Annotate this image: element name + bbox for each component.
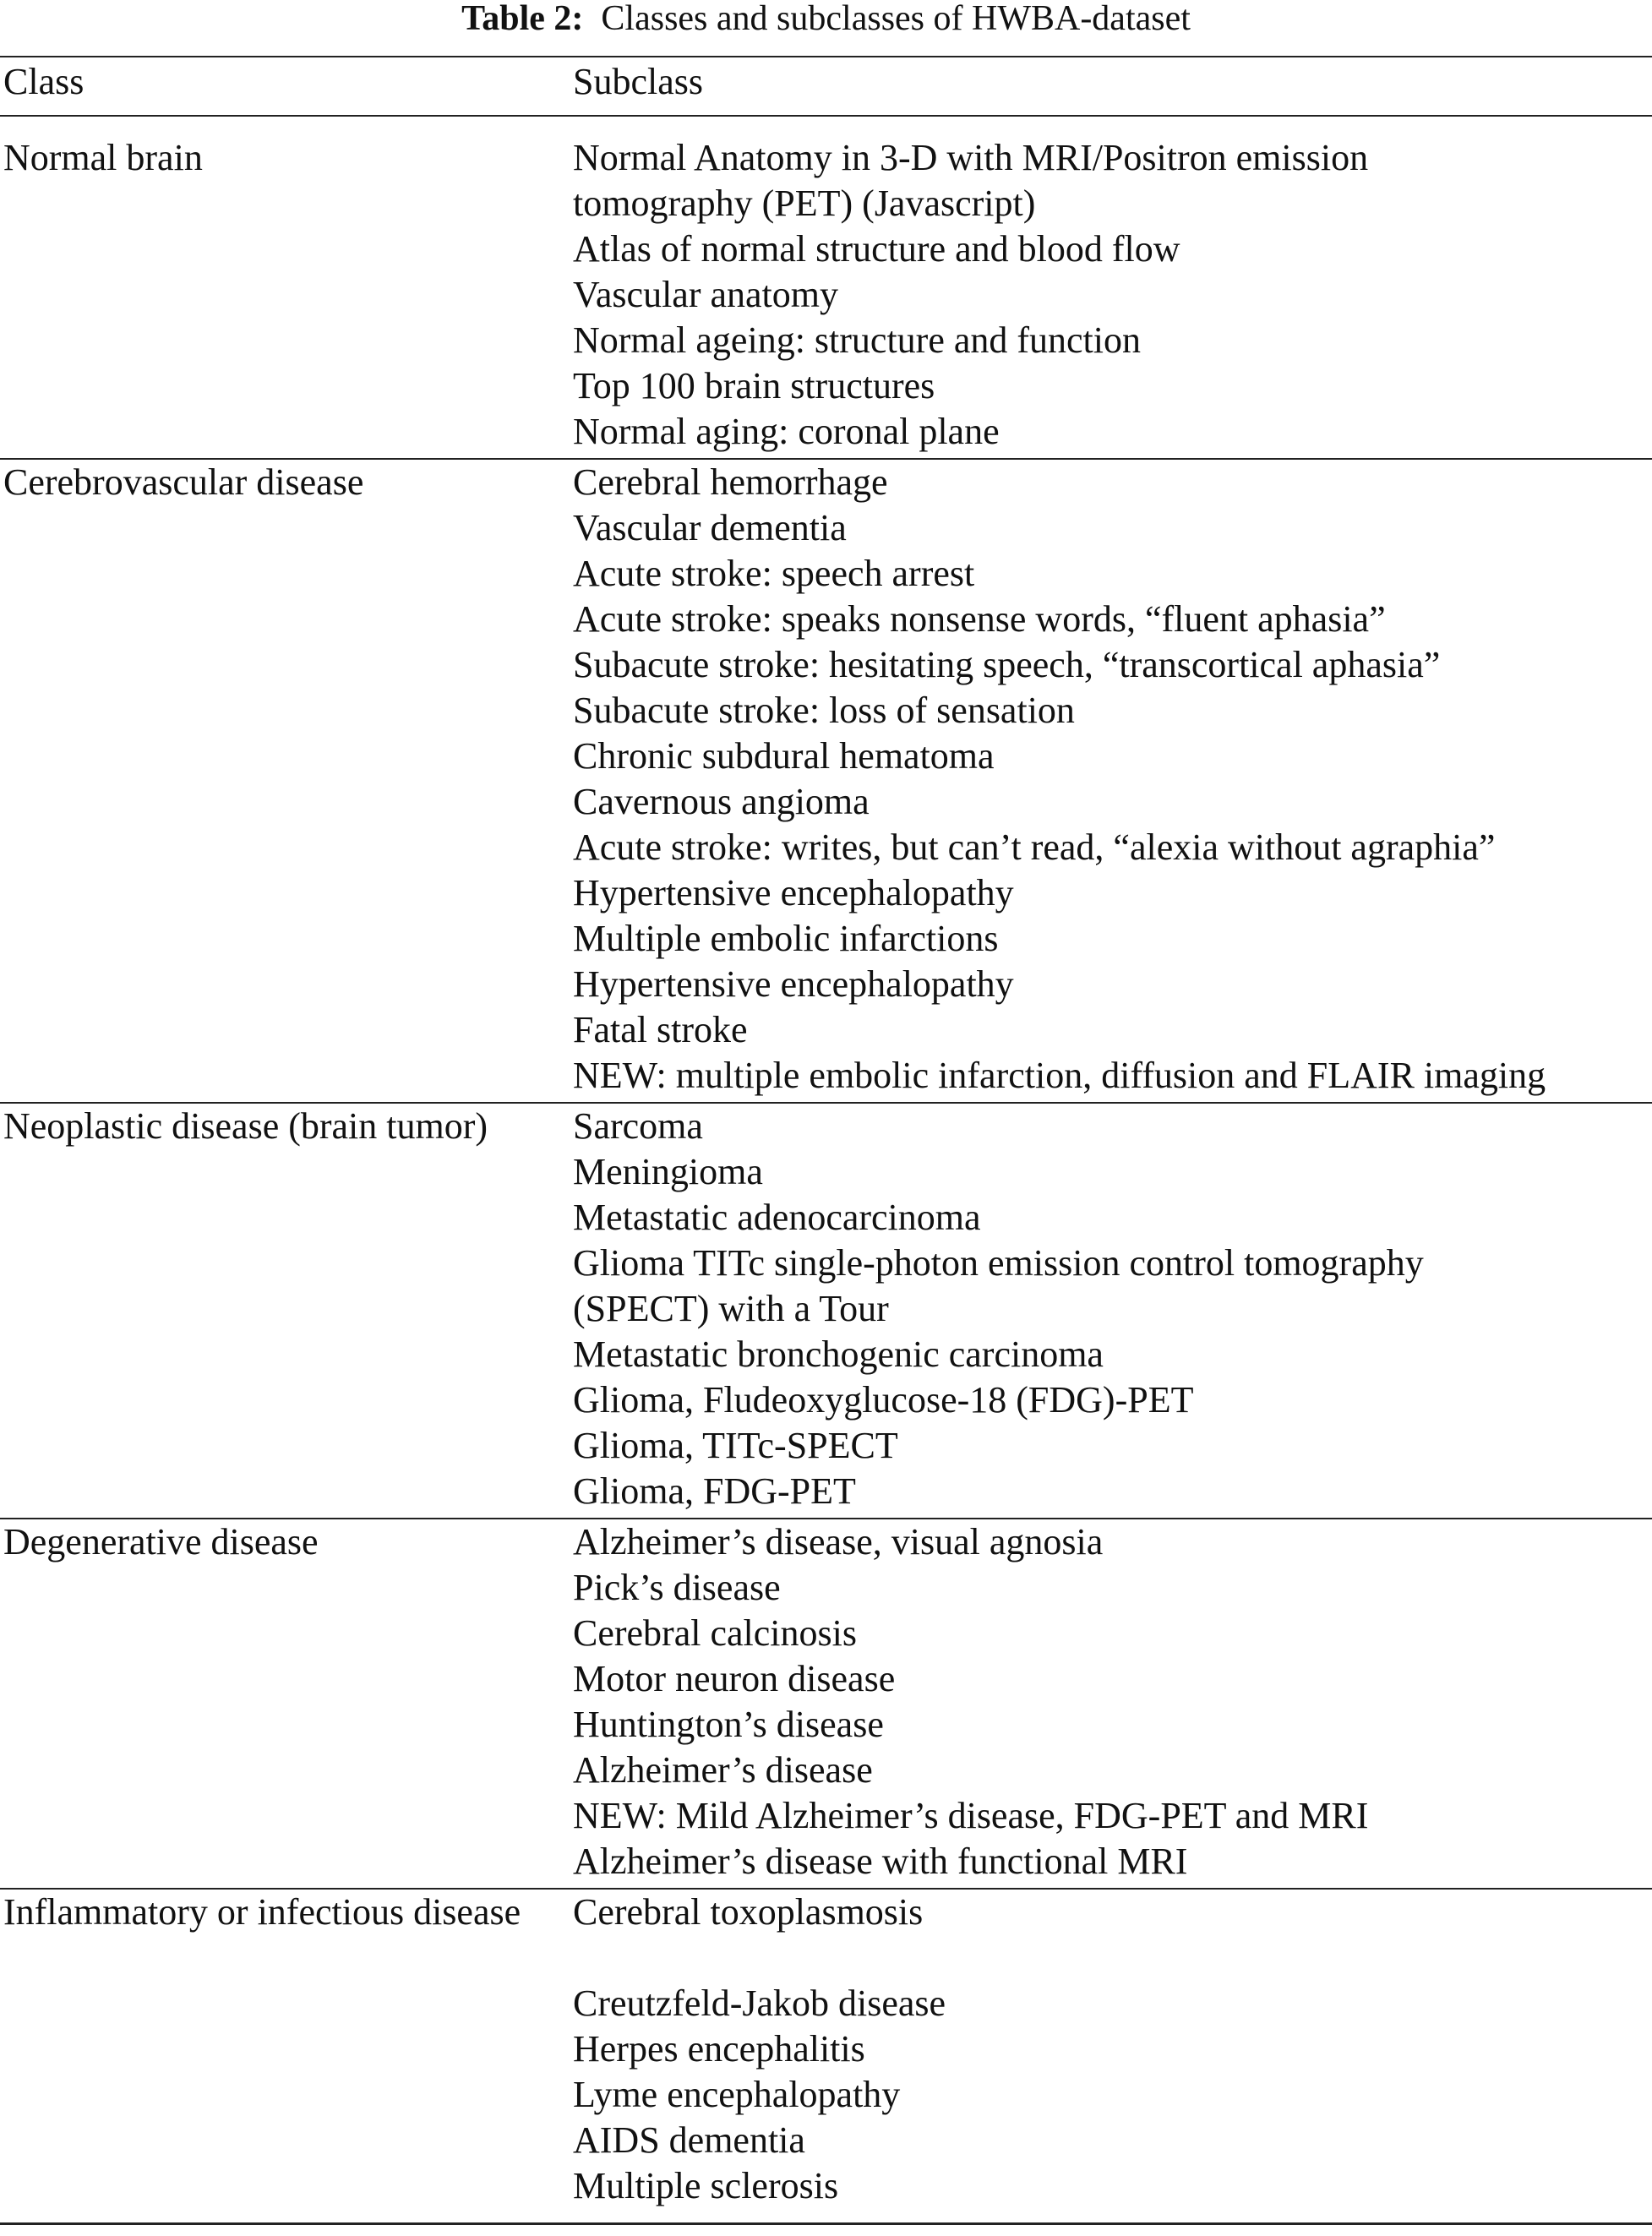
subclass-item: Sarcoma	[573, 1105, 703, 1147]
caption-label: Table 2:	[461, 0, 584, 38]
subclass-item: NEW: Mild Alzheimer’s disease, FDG-PET and MRI	[573, 1795, 1369, 1836]
subclass-item: Creutzfeld-Jakob disease	[573, 1982, 946, 2024]
subclass-item: Glioma, TITc-SPECT	[573, 1425, 898, 1466]
classes-table	[0, 56, 1652, 2225]
class-cell	[0, 459, 573, 1103]
subclass-item: Multiple sclerosis	[573, 2165, 839, 2206]
subclass-item: AIDS dementia	[573, 2119, 805, 2161]
subclass-item: Alzheimer’s disease with functional MRI	[573, 1841, 1188, 1882]
subclass-item: Alzheimer’s disease, visual agnosia	[573, 1521, 1104, 1562]
subclass-item: Vascular dementia	[573, 507, 847, 548]
subclass-cell	[573, 1889, 1652, 2224]
subclass-item: Hypertensive encephalopathy	[573, 963, 1014, 1005]
subclass-cell	[573, 116, 1652, 459]
class-name: Normal brain	[3, 137, 203, 178]
subclass-cell	[573, 1103, 1652, 1519]
subclass-item: Fatal stroke	[573, 1009, 748, 1050]
table-row	[0, 459, 1652, 1103]
subclass-item: Subacute stroke: hesitating speech, “transcortical aphasia”	[573, 644, 1441, 685]
subclass-item: Meningioma	[573, 1151, 763, 1192]
class-cell	[0, 116, 573, 459]
subclass-item: Top 100 brain structures	[573, 365, 935, 406]
subclass-item: Acute stroke: speaks nonsense words, “fluent aphasia”	[573, 598, 1386, 640]
subclass-item: Chronic subdural hematoma	[573, 735, 995, 777]
subclass-item: Normal ageing: structure and function	[573, 319, 1142, 361]
subclass-item: Vascular anatomy	[573, 274, 838, 315]
subclass-item: Herpes encephalitis	[573, 2028, 865, 2070]
table-row	[0, 1519, 1652, 1889]
subclass-item: Cerebral toxoplasmosis	[573, 1891, 924, 1933]
subclass-item: Lyme encephalopathy	[573, 2074, 901, 2115]
table-row	[0, 116, 1652, 459]
subclass-item: Hypertensive encephalopathy	[573, 872, 1014, 913]
subclass-item: Alzheimer’s disease	[573, 1749, 873, 1791]
subclass-item: Glioma, Fludeoxyglucose-18 (FDG)-PET	[573, 1379, 1194, 1421]
subclass-cell	[573, 459, 1652, 1103]
subclass-item: Acute stroke: writes, but can’t read, “alexia without agraphia”	[573, 826, 1496, 868]
class-cell	[0, 1519, 573, 1889]
subclass-item: Metastatic adenocarcinoma	[573, 1197, 981, 1238]
header-class: Class	[0, 57, 573, 116]
subclass-item: Pick’s disease	[573, 1567, 781, 1608]
subclass-item: Multiple embolic infarctions	[573, 918, 999, 959]
table-row	[0, 1889, 1652, 2224]
subclass-item: Cavernous angioma	[573, 781, 870, 822]
class-name: Degenerative disease	[3, 1521, 319, 1562]
subclass-item: Cerebral hemorrhage	[573, 461, 888, 503]
subclass-item: Glioma, FDG-PET	[573, 1470, 856, 1512]
subclass-item: Atlas of normal structure and blood flow	[573, 228, 1180, 270]
subclass-item: Motor neuron disease	[573, 1658, 896, 1699]
subclass-item: Metastatic bronchogenic carcinoma	[573, 1333, 1104, 1375]
header-row	[0, 57, 1652, 116]
subclass-item: Glioma TITc single-photon emission control tomography	[573, 1242, 1424, 1284]
subclass-item: tomography (PET) (Javascript)	[573, 183, 1036, 224]
subclass-cell	[573, 1519, 1652, 1889]
class-name: Neoplastic disease (brain tumor)	[3, 1105, 488, 1147]
caption-text: Classes and subclasses of HWBA-dataset	[601, 0, 1191, 38]
class-name: Inflammatory or infectious disease	[3, 1891, 521, 1933]
class-name: Cerebrovascular disease	[3, 461, 364, 503]
subclass-item: NEW: multiple embolic infarction, diffusion and FLAIR imaging	[573, 1055, 1546, 1096]
header-subclass: Subclass	[573, 57, 1652, 116]
subclass-item: Huntington’s disease	[573, 1704, 884, 1745]
class-cell	[0, 1889, 573, 2224]
subclass-item: Cerebral calcinosis	[573, 1612, 857, 1654]
table-row	[0, 1103, 1652, 1519]
subclass-item: Normal Anatomy in 3-D with MRI/Positron emission	[573, 137, 1369, 178]
subclass-item: Acute stroke: speech arrest	[573, 553, 975, 594]
table-caption	[0, 0, 1652, 37]
class-cell	[0, 1103, 573, 1519]
subclass-item: Normal aging: coronal plane	[573, 411, 1000, 452]
subclass-item: Subacute stroke: loss of sensation	[573, 690, 1075, 731]
subclass-item: (SPECT) with a Tour	[573, 1288, 889, 1329]
